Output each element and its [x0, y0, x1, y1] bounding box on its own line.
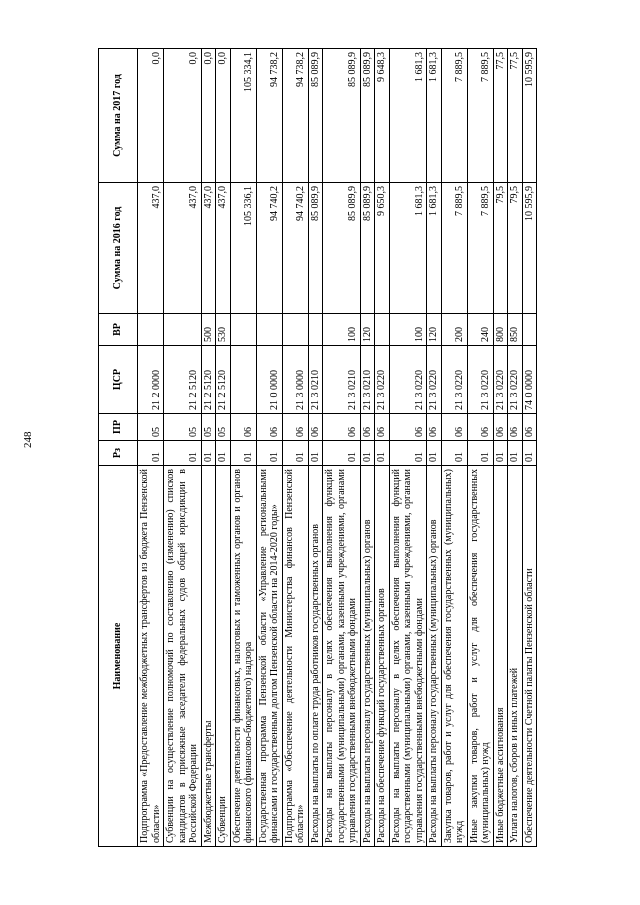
table-row: [201, 49, 216, 847]
cell-sum-2017: 0,0: [138, 49, 164, 183]
cell-sum-2017: 85 089,9: [323, 49, 361, 183]
cell-rz: 01: [427, 441, 442, 466]
header-rz: Рз: [99, 441, 138, 466]
cell-sum-2017: 10 595,9: [522, 49, 537, 183]
cell-vr: [164, 314, 202, 346]
cell-csr: 21 2 0000: [138, 346, 164, 414]
cell-rz: 01: [441, 441, 467, 466]
cell-sum-2016: 79,5: [493, 183, 508, 314]
cell-sum-2016: 9 650,3: [375, 183, 390, 314]
cell-rz: 01: [389, 441, 427, 466]
cell-sum-2016: 7 889,5: [467, 183, 493, 314]
cell-csr: 21 3 0220: [441, 346, 467, 414]
cell-rz: 01: [522, 441, 537, 466]
cell-pr: 06: [493, 414, 508, 441]
cell-pr: 06: [375, 414, 390, 441]
budget-table: [98, 48, 537, 847]
cell-csr: 21 3 0210: [360, 346, 375, 414]
header-name: Наименование: [99, 466, 138, 847]
cell-name: Уплата налогов, сборов и иных платежей: [508, 466, 523, 847]
cell-sum-2016: 85 089,9: [323, 183, 361, 314]
cell-csr: 21 3 0220: [375, 346, 390, 414]
table-row: [216, 49, 231, 847]
cell-csr: 21 2 5120: [201, 346, 216, 414]
cell-sum-2016: 105 336,1: [230, 183, 256, 314]
cell-rz: 01: [467, 441, 493, 466]
cell-vr: 500: [201, 314, 216, 346]
cell-name: Субвенции на осуществление полномочий по составлению (изменению) списков кандидатов в присяжные заседатели федеральных судов общей юрисдикции в Российской Федерации: [164, 466, 202, 847]
cell-sum-2016: 1 681,3: [427, 183, 442, 314]
cell-vr: 240: [467, 314, 493, 346]
cell-vr: 800: [493, 314, 508, 346]
cell-csr: 21 3 0210: [323, 346, 361, 414]
table-row: [508, 49, 523, 847]
cell-pr: 05: [216, 414, 231, 441]
cell-sum-2016: 94 740,2: [282, 183, 308, 314]
cell-name: Расходы на выплаты персоналу в целях обеспечения выполнения функций государственными (муниципальными) органами, казенными учреждениями, органами управления государственными внебюджетными фондами: [389, 466, 427, 847]
cell-csr: 21 3 0210: [308, 346, 323, 414]
cell-sum-2017: 1 681,3: [389, 49, 427, 183]
cell-pr: 05: [201, 414, 216, 441]
cell-sum-2016: 85 089,9: [308, 183, 323, 314]
cell-vr: 120: [360, 314, 375, 346]
cell-csr: 21 3 0220: [493, 346, 508, 414]
header-vr: ВР: [99, 314, 138, 346]
cell-sum-2017: 7 889,5: [467, 49, 493, 183]
cell-rz: 01: [493, 441, 508, 466]
cell-pr: 06: [323, 414, 361, 441]
table-row: [282, 49, 308, 847]
table-row: [467, 49, 493, 847]
cell-vr: [375, 314, 390, 346]
table-row: [164, 49, 202, 847]
table-header: [99, 49, 138, 847]
cell-name: Подпрограмма «Обеспечение деятельности Министерства финансов Пензенской области»: [282, 466, 308, 847]
cell-vr: 200: [441, 314, 467, 346]
cell-vr: [282, 314, 308, 346]
cell-sum-2017: 1 681,3: [427, 49, 442, 183]
cell-pr: 06: [282, 414, 308, 441]
cell-sum-2017: 94 738,2: [282, 49, 308, 183]
cell-name: Иные закупки товаров, работ и услуг для обеспечения государственных (муниципальных) нужд: [467, 466, 493, 847]
cell-pr: 06: [256, 414, 282, 441]
cell-sum-2016: 437,0: [164, 183, 202, 314]
cell-csr: 21 0 0000: [256, 346, 282, 414]
cell-sum-2017: 94 738,2: [256, 49, 282, 183]
cell-csr: 21 3 0220: [508, 346, 523, 414]
cell-name: Расходы на выплаты персоналу государственных (муниципальных) органов: [427, 466, 442, 847]
cell-sum-2017: 77,5: [508, 49, 523, 183]
cell-sum-2017: 9 648,3: [375, 49, 390, 183]
cell-pr: 06: [389, 414, 427, 441]
cell-name: Государственная программа Пензенской области «Управление региональными финансами и государственным долгом Пензенской области на 2014-2020 годы»: [256, 466, 282, 847]
cell-pr: 06: [467, 414, 493, 441]
cell-sum-2017: 0,0: [216, 49, 231, 183]
cell-vr: 100: [323, 314, 361, 346]
cell-name: Иные бюджетные ассигнования: [493, 466, 508, 847]
table-row: [256, 49, 282, 847]
cell-rz: 01: [201, 441, 216, 466]
table-body: [138, 49, 537, 847]
cell-sum-2016: 79,5: [508, 183, 523, 314]
cell-rz: 01: [138, 441, 164, 466]
cell-rz: 01: [256, 441, 282, 466]
cell-pr: 05: [138, 414, 164, 441]
rotated-page-content: [98, 49, 574, 847]
cell-sum-2016: 437,0: [201, 183, 216, 314]
cell-vr: 850: [508, 314, 523, 346]
cell-name: Расходы на выплаты персоналу в целях обеспечения выполнения функций государственными (муниципальными) органами, казенными учреждениями, органами управления государственными внебюджетными фондами: [323, 466, 361, 847]
header-row: [99, 49, 138, 847]
cell-vr: 530: [216, 314, 231, 346]
cell-csr: 21 3 0220: [467, 346, 493, 414]
cell-rz: 01: [323, 441, 361, 466]
cell-vr: 100: [389, 314, 427, 346]
page-number: 248: [22, 431, 34, 448]
cell-sum-2017: 77,5: [493, 49, 508, 183]
cell-vr: [522, 314, 537, 346]
cell-csr: 21 3 0000: [282, 346, 308, 414]
table-row: [230, 49, 256, 847]
cell-sum-2016: 10 595,9: [522, 183, 537, 314]
cell-pr: 06: [308, 414, 323, 441]
cell-sum-2016: 7 889,5: [441, 183, 467, 314]
header-sum-2016: Сумма на 2016 год: [99, 183, 138, 314]
cell-rz: 01: [360, 441, 375, 466]
cell-pr: 05: [164, 414, 202, 441]
cell-rz: 01: [375, 441, 390, 466]
cell-name: Расходы на обеспечение функций государственных органов: [375, 466, 390, 847]
cell-sum-2017: 0,0: [164, 49, 202, 183]
cell-rz: 01: [230, 441, 256, 466]
cell-sum-2017: 85 089,9: [308, 49, 323, 183]
cell-sum-2016: 85 089,9: [360, 183, 375, 314]
cell-name: Расходы на выплаты персоналу государственных (муниципальных) органов: [360, 466, 375, 847]
cell-pr: 06: [441, 414, 467, 441]
table-row: [493, 49, 508, 847]
table-row: [522, 49, 537, 847]
cell-csr: 21 2 5120: [216, 346, 231, 414]
cell-csr: [230, 346, 256, 414]
cell-csr: 21 2 5120: [164, 346, 202, 414]
cell-pr: 06: [360, 414, 375, 441]
cell-name: Субвенции: [216, 466, 231, 847]
cell-vr: [308, 314, 323, 346]
header-sum-2017: Сумма на 2017 год: [99, 49, 138, 183]
cell-csr: 74 0 0000: [522, 346, 537, 414]
cell-pr: 06: [230, 414, 256, 441]
header-csr: ЦСР: [99, 346, 138, 414]
header-pr: ПР: [99, 414, 138, 441]
table-row: [308, 49, 323, 847]
table-row: [138, 49, 164, 847]
cell-sum-2017: 0,0: [201, 49, 216, 183]
cell-sum-2017: 105 334,1: [230, 49, 256, 183]
cell-csr: 21 3 0220: [389, 346, 427, 414]
cell-rz: 01: [308, 441, 323, 466]
cell-name: Обеспечение деятельности Счетной палаты Пензенской области: [522, 466, 537, 847]
cell-name: Закупка товаров, работ и услуг для обеспечения государственных (муниципальных) нужд: [441, 466, 467, 847]
table-row: [389, 49, 427, 847]
cell-csr: 21 3 0220: [427, 346, 442, 414]
table-row: [375, 49, 390, 847]
cell-pr: 06: [508, 414, 523, 441]
cell-pr: 06: [427, 414, 442, 441]
cell-rz: 01: [282, 441, 308, 466]
cell-sum-2016: 437,0: [138, 183, 164, 314]
cell-vr: [230, 314, 256, 346]
cell-sum-2016: 94 740,2: [256, 183, 282, 314]
cell-name: Подпрограмма «Предоставление межбюджетных трансфертов из бюджета Пензенской области»: [138, 466, 164, 847]
cell-name: Межбюджетные трансферты: [201, 466, 216, 847]
cell-rz: 01: [164, 441, 202, 466]
cell-sum-2016: 437,0: [216, 183, 231, 314]
cell-rz: 01: [508, 441, 523, 466]
table-row: [427, 49, 442, 847]
cell-pr: 06: [522, 414, 537, 441]
cell-vr: [138, 314, 164, 346]
cell-sum-2016: 1 681,3: [389, 183, 427, 314]
cell-sum-2017: 7 889,5: [441, 49, 467, 183]
table-row: [360, 49, 375, 847]
cell-vr: 120: [427, 314, 442, 346]
cell-name: Расходы на выплаты по оплате труда работников государственных органов: [308, 466, 323, 847]
cell-rz: 01: [216, 441, 231, 466]
cell-vr: [256, 314, 282, 346]
table-row: [323, 49, 361, 847]
cell-sum-2017: 85 089,9: [360, 49, 375, 183]
cell-name: Обеспечение деятельности финансовых, налоговых и таможенных органов и органов финансового (финансово-бюджетного) надзора: [230, 466, 256, 847]
table-row: [441, 49, 467, 847]
